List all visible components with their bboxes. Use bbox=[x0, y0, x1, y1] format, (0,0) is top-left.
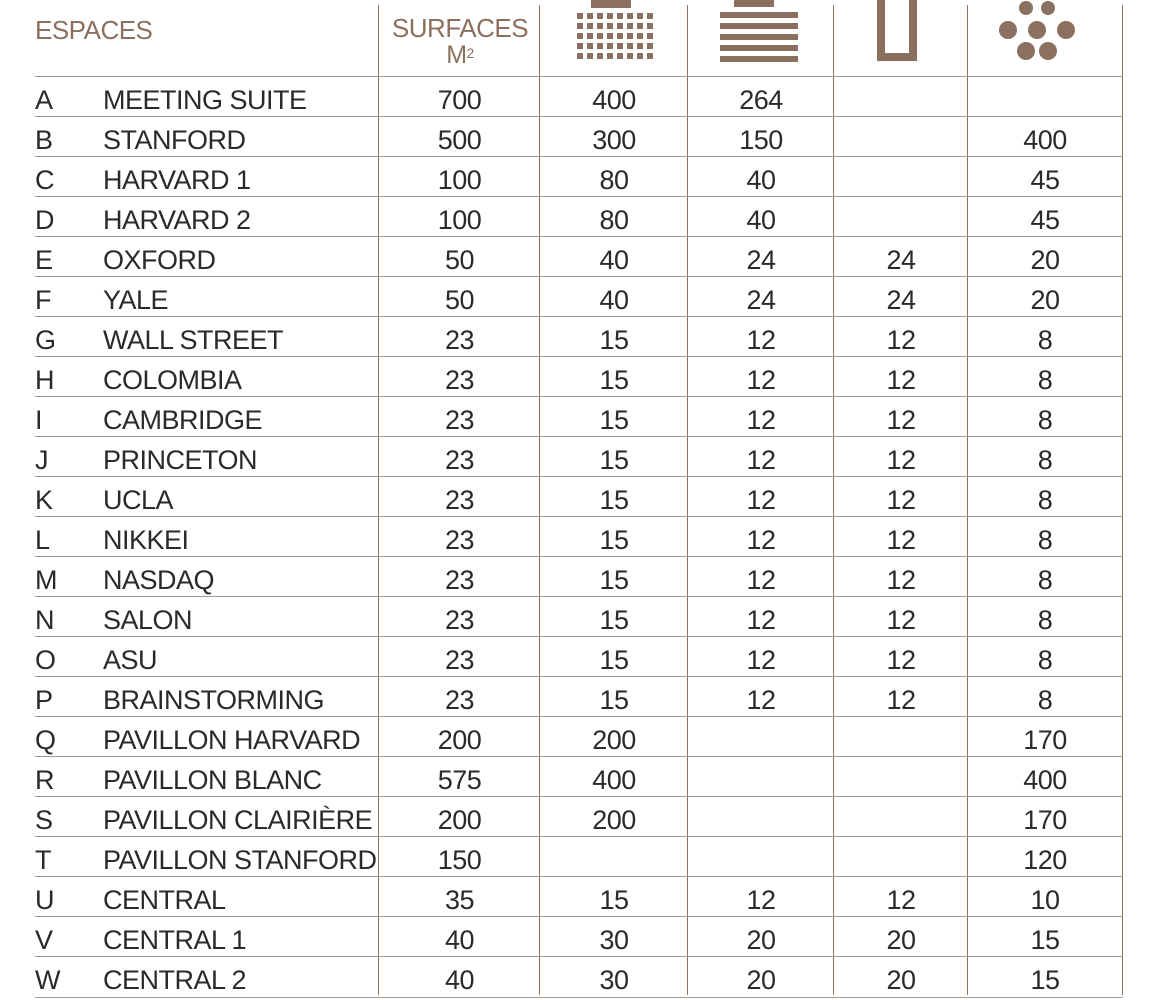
row-letter: L bbox=[35, 525, 50, 555]
banquet-capacity: 400 bbox=[1023, 125, 1067, 155]
theatre-capacity: 30 bbox=[599, 925, 629, 955]
table-row bbox=[35, 276, 1123, 317]
room-name: COLOMBIA bbox=[103, 365, 242, 395]
banquet-capacity: 400 bbox=[1023, 765, 1067, 795]
u-shape-capacity: 12 bbox=[886, 325, 916, 355]
table-row bbox=[35, 356, 1123, 397]
room-name: HARVARD 2 bbox=[103, 205, 251, 235]
table-row bbox=[35, 636, 1123, 677]
banquet-capacity: 10 bbox=[1030, 885, 1060, 915]
room-name: PAVILLON BLANC bbox=[103, 765, 322, 795]
u-shape-capacity: 24 bbox=[886, 285, 916, 315]
surface-value: 500 bbox=[437, 125, 482, 155]
surface-value: 150 bbox=[437, 845, 482, 875]
surface-value: 23 bbox=[444, 525, 475, 555]
theatre-capacity: 400 bbox=[592, 765, 636, 795]
theatre-capacity: 200 bbox=[592, 725, 636, 755]
banquet-capacity bbox=[968, 80, 1122, 120]
table-row bbox=[35, 756, 1123, 797]
row-letter: A bbox=[35, 85, 53, 115]
theatre-capacity bbox=[540, 840, 688, 880]
table-row bbox=[35, 76, 1123, 117]
classroom-capacity: 12 bbox=[746, 485, 776, 515]
banquet-capacity: 45 bbox=[1030, 165, 1060, 195]
theatre-capacity: 15 bbox=[599, 325, 629, 355]
u-shape-capacity bbox=[834, 120, 968, 160]
table-row bbox=[35, 876, 1123, 917]
room-name: WALL STREET bbox=[103, 325, 284, 355]
surface-value: 23 bbox=[444, 645, 475, 675]
classroom-capacity: 264 bbox=[739, 85, 783, 115]
table-row bbox=[35, 156, 1123, 197]
row-letter: D bbox=[35, 205, 54, 235]
banquet-capacity: 8 bbox=[1037, 445, 1053, 475]
room-name: CENTRAL bbox=[103, 885, 226, 915]
classroom-capacity: 40 bbox=[746, 165, 776, 195]
surface-value: 575 bbox=[437, 765, 482, 795]
room-name: PAVILLON STANFORD bbox=[103, 845, 377, 875]
theatre-layout-icon bbox=[576, 0, 656, 64]
room-name: NIKKEI bbox=[103, 525, 189, 555]
theatre-capacity: 80 bbox=[599, 165, 629, 195]
banquet-capacity: 8 bbox=[1037, 645, 1053, 675]
row-letter: O bbox=[35, 645, 56, 675]
u-shape-layout-icon bbox=[875, 0, 919, 64]
surface-value: 50 bbox=[444, 285, 475, 315]
banquet-capacity: 8 bbox=[1037, 325, 1053, 355]
room-name: ASU bbox=[103, 645, 158, 675]
room-name: STANFORD bbox=[103, 125, 246, 155]
theatre-capacity: 15 bbox=[599, 685, 629, 715]
room-name: UCLA bbox=[103, 485, 174, 515]
banquet-capacity: 8 bbox=[1037, 605, 1053, 635]
row-letter: F bbox=[35, 285, 51, 315]
surface-value: 50 bbox=[444, 245, 475, 275]
surfaces-unit bbox=[380, 42, 540, 69]
room-name: YALE bbox=[103, 285, 169, 315]
banquet-capacity: 8 bbox=[1037, 485, 1053, 515]
u-shape-capacity: 12 bbox=[886, 645, 916, 675]
table-row bbox=[35, 436, 1123, 477]
theatre-capacity: 15 bbox=[599, 525, 629, 555]
classroom-capacity: 12 bbox=[746, 325, 776, 355]
table-row bbox=[35, 916, 1123, 957]
room-name: NASDAQ bbox=[103, 565, 215, 595]
surfaces-header bbox=[380, 15, 540, 69]
banquet-capacity: 45 bbox=[1030, 205, 1060, 235]
classroom-capacity: 12 bbox=[746, 645, 776, 675]
row-letter: E bbox=[35, 245, 53, 275]
u-shape-capacity bbox=[834, 160, 968, 200]
surface-value: 23 bbox=[444, 485, 475, 515]
surface-value: 200 bbox=[437, 805, 482, 835]
table-row bbox=[35, 556, 1123, 597]
surface-value: 23 bbox=[444, 565, 475, 595]
theatre-capacity: 40 bbox=[599, 285, 629, 315]
room-name: HARVARD 1 bbox=[103, 165, 251, 195]
banquet-capacity: 15 bbox=[1030, 965, 1060, 995]
surface-value: 35 bbox=[444, 885, 475, 915]
surfaces-unit-base: M bbox=[446, 41, 467, 69]
theatre-capacity: 15 bbox=[599, 445, 629, 475]
row-letter: P bbox=[35, 685, 53, 715]
theatre-capacity: 15 bbox=[599, 605, 629, 635]
row-letter: N bbox=[35, 605, 54, 635]
banquet-capacity: 8 bbox=[1037, 565, 1053, 595]
table-row bbox=[35, 716, 1123, 757]
table-row bbox=[35, 196, 1123, 237]
theatre-capacity: 15 bbox=[599, 365, 629, 395]
room-name: PAVILLON HARVARD bbox=[103, 725, 361, 755]
row-letter: U bbox=[35, 885, 54, 915]
classroom-capacity: 24 bbox=[746, 285, 776, 315]
table-row bbox=[35, 796, 1123, 837]
banquet-capacity: 8 bbox=[1037, 365, 1053, 395]
table-row bbox=[35, 836, 1123, 877]
u-shape-capacity: 20 bbox=[886, 925, 916, 955]
theatre-capacity: 400 bbox=[592, 85, 636, 115]
table-row bbox=[35, 236, 1123, 277]
u-shape-capacity bbox=[834, 840, 968, 880]
table-row bbox=[35, 116, 1123, 157]
u-shape-capacity: 12 bbox=[886, 885, 916, 915]
u-shape-capacity bbox=[834, 760, 968, 800]
classroom-capacity: 12 bbox=[746, 405, 776, 435]
row-letter: J bbox=[35, 445, 48, 475]
surface-value: 23 bbox=[444, 685, 475, 715]
classroom-capacity: 12 bbox=[746, 605, 776, 635]
surface-value: 40 bbox=[444, 925, 475, 955]
banquet-capacity: 170 bbox=[1023, 725, 1067, 755]
row-letter: K bbox=[35, 485, 53, 515]
classroom-capacity: 12 bbox=[746, 525, 776, 555]
table-row bbox=[35, 516, 1123, 557]
u-shape-capacity: 12 bbox=[886, 565, 916, 595]
room-name: PRINCETON bbox=[103, 445, 258, 475]
row-letter: G bbox=[35, 325, 56, 355]
banquet-capacity: 15 bbox=[1030, 925, 1060, 955]
row-letter: W bbox=[35, 965, 60, 995]
classroom-layout-icon bbox=[719, 0, 799, 64]
banquet-capacity: 170 bbox=[1023, 805, 1067, 835]
banquet-capacity: 20 bbox=[1030, 245, 1060, 275]
theatre-capacity: 15 bbox=[599, 565, 629, 595]
u-shape-capacity: 12 bbox=[886, 445, 916, 475]
u-shape-capacity bbox=[834, 200, 968, 240]
banquet-capacity: 20 bbox=[1030, 285, 1060, 315]
classroom-capacity: 40 bbox=[746, 205, 776, 235]
row-letter: Q bbox=[35, 725, 56, 755]
row-letter: V bbox=[35, 925, 53, 955]
surface-value: 100 bbox=[437, 205, 482, 235]
classroom-capacity: 12 bbox=[746, 365, 776, 395]
banquet-capacity: 120 bbox=[1023, 845, 1067, 875]
room-name: SALON bbox=[103, 605, 193, 635]
room-name: CENTRAL 1 bbox=[103, 925, 247, 955]
classroom-capacity: 24 bbox=[746, 245, 776, 275]
table-row bbox=[35, 956, 1123, 998]
table-row bbox=[35, 316, 1123, 357]
room-name: CAMBRIDGE bbox=[103, 405, 263, 435]
row-letter: M bbox=[35, 565, 57, 595]
surface-value: 23 bbox=[444, 445, 475, 475]
row-letter: C bbox=[35, 165, 54, 195]
row-letter: R bbox=[35, 765, 54, 795]
theatre-capacity: 300 bbox=[592, 125, 636, 155]
surface-value: 23 bbox=[444, 605, 475, 635]
row-letter: B bbox=[35, 125, 53, 155]
surface-value: 200 bbox=[437, 725, 482, 755]
u-shape-capacity: 20 bbox=[886, 965, 916, 995]
u-shape-capacity bbox=[834, 720, 968, 760]
capacity-table bbox=[35, 0, 1123, 1000]
row-letter: T bbox=[35, 845, 51, 875]
table-row bbox=[35, 476, 1123, 517]
theatre-capacity: 200 bbox=[592, 805, 636, 835]
classroom-capacity bbox=[688, 720, 834, 760]
theatre-capacity: 40 bbox=[599, 245, 629, 275]
surface-value: 700 bbox=[437, 85, 482, 115]
classroom-capacity bbox=[688, 760, 834, 800]
u-shape-capacity: 12 bbox=[886, 365, 916, 395]
banquet-capacity: 8 bbox=[1037, 525, 1053, 555]
espaces-header: ESPACES bbox=[35, 15, 153, 45]
theatre-capacity: 30 bbox=[599, 965, 629, 995]
classroom-capacity: 20 bbox=[746, 965, 776, 995]
table-row bbox=[35, 596, 1123, 637]
room-name: MEETING SUITE bbox=[103, 85, 307, 115]
theatre-capacity: 15 bbox=[599, 405, 629, 435]
classroom-capacity bbox=[688, 840, 834, 880]
classroom-capacity: 12 bbox=[746, 565, 776, 595]
banquet-capacity: 8 bbox=[1037, 685, 1053, 715]
room-name: PAVILLON CLAIRIÈRE bbox=[103, 805, 373, 835]
u-shape-capacity bbox=[834, 800, 968, 840]
classroom-capacity: 12 bbox=[746, 685, 776, 715]
surface-value: 100 bbox=[437, 165, 482, 195]
surface-value: 23 bbox=[444, 365, 475, 395]
theatre-capacity: 15 bbox=[599, 645, 629, 675]
surfaces-unit-exponent: 2 bbox=[466, 45, 474, 61]
theatre-capacity: 15 bbox=[599, 485, 629, 515]
u-shape-capacity: 12 bbox=[886, 405, 916, 435]
row-letter: H bbox=[35, 365, 54, 395]
room-name: CENTRAL 2 bbox=[103, 965, 247, 995]
room-name: OXFORD bbox=[103, 245, 216, 275]
surface-value: 23 bbox=[444, 405, 475, 435]
theatre-capacity: 80 bbox=[599, 205, 629, 235]
table-row bbox=[35, 396, 1123, 437]
classroom-capacity: 20 bbox=[746, 925, 776, 955]
u-shape-capacity: 24 bbox=[886, 245, 916, 275]
row-letter: S bbox=[35, 805, 53, 835]
u-shape-capacity: 12 bbox=[886, 685, 916, 715]
u-shape-capacity: 12 bbox=[886, 485, 916, 515]
banquet-capacity: 8 bbox=[1037, 405, 1053, 435]
classroom-capacity: 150 bbox=[739, 125, 783, 155]
surfaces-header-label: SURFACES bbox=[391, 13, 529, 43]
surface-value: 40 bbox=[444, 965, 475, 995]
theatre-capacity: 15 bbox=[599, 885, 629, 915]
classroom-capacity bbox=[688, 800, 834, 840]
classroom-capacity: 12 bbox=[746, 445, 776, 475]
u-shape-capacity bbox=[834, 80, 968, 120]
classroom-capacity: 12 bbox=[746, 885, 776, 915]
row-letter: I bbox=[35, 405, 43, 435]
surface-value: 23 bbox=[444, 325, 475, 355]
u-shape-capacity: 12 bbox=[886, 525, 916, 555]
u-shape-capacity: 12 bbox=[886, 605, 916, 635]
banquet-layout-icon bbox=[997, 0, 1077, 64]
table-row bbox=[35, 676, 1123, 717]
room-name: BRAINSTORMING bbox=[103, 685, 325, 715]
table-header bbox=[35, 0, 1123, 76]
